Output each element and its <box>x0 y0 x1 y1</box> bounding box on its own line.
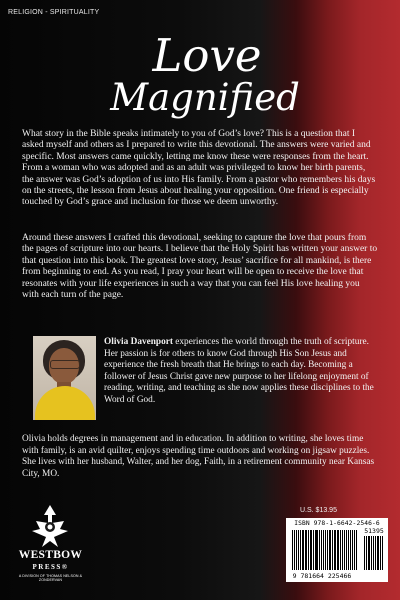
barcode-bar <box>292 530 293 570</box>
barcode-bar <box>377 536 379 570</box>
publisher-press: PRESS® <box>32 563 69 571</box>
barcode-bar <box>346 530 347 570</box>
barcode-bar <box>313 530 314 570</box>
title-line-2: Magnified <box>110 76 300 119</box>
barcode-bar <box>316 530 318 570</box>
barcode-bar <box>310 530 312 570</box>
price-code: 51395 <box>364 527 384 535</box>
author-bio-2: Olivia holds degrees in management and in education. In addition to writing, she loves time with family, is an avid quilter, enjoys spending time outdoors and working on jigsaw puzzles. She lives with her husband, Walter, and her dog, Faith, in a retirement community near Kansas City, MO. <box>22 434 375 479</box>
category-label: RELIGION - SPIRITUALITY <box>8 9 100 16</box>
barcode-bar <box>298 530 299 570</box>
barcode-bar <box>315 530 316 570</box>
ean-bars <box>292 530 358 570</box>
barcode-bar <box>329 530 331 570</box>
barcode-bar <box>337 530 339 570</box>
barcode-bar <box>366 536 367 570</box>
barcode-bar <box>373 536 374 570</box>
barcode-bar <box>356 530 357 570</box>
barcode-bar <box>352 530 353 570</box>
barcode-bar <box>375 536 376 570</box>
barcode-bar <box>300 530 301 570</box>
isbn-label: ISBN 978-1-6642-2546-6 <box>294 520 380 527</box>
price-code-bars <box>364 536 384 570</box>
barcode-bar <box>327 530 328 570</box>
author-name: Olivia Davenport <box>104 337 173 347</box>
description-paragraph-1: What story in the Bible speaks intimately to you of God’s love? This is a question that I asked myself and others as I prepared to write this devotional. The answers were varied and specific. Most answers came quickly, letting me know these were responses from the heart. From a woman who was adopted and as an adult was privileged to know her birth parents, the answer was God’s adoption of us into His family. From a pastor who remembers his days on the streets, the lesson from Jesus about healing your opposition. One friend is especially touched by God’s grace and inclusion for those we deem unworthy. <box>22 129 376 208</box>
publisher-name: WESTBOW <box>18 549 83 561</box>
barcode-bar <box>344 530 346 570</box>
publisher-logo <box>8 503 93 595</box>
publisher-division: A DIVISION OF THOMAS NELSON & ZONDERVAN <box>18 574 83 582</box>
barcode-bar <box>348 530 349 570</box>
barcode-bar <box>294 530 295 570</box>
isbn-number: 9 781664 225466 <box>292 572 352 580</box>
barcode-bar <box>321 530 322 570</box>
barcode-bar <box>368 536 370 570</box>
barcode-bar <box>305 530 306 570</box>
barcode-bar <box>342 530 343 570</box>
barcode-bar <box>350 530 352 570</box>
author-bio-text: experiences the world through the truth of scripture. Her passion is for others to know God through His Son Jesus and experience the fresh breath that He brings to each day. Becoming a follower of Jesus Christ gave new purpose to her lifelong enjoyment of reading, writing, and teaching as she now applies these disciplines to the Word of God. <box>104 337 374 405</box>
barcode-bar <box>334 530 335 570</box>
barcode-bar <box>323 530 324 570</box>
barcode-bar <box>308 530 309 570</box>
barcode-bar <box>364 536 365 570</box>
description-paragraph-2: Around these answers I crafted this devotional, seeking to capture the love that pours from the pages of scripture into our hearts. I believe that the Holy Spirit has written your answer to that question into this book. The greatest love story, Jesus’ sacrifice for all mankind, is there from beginning to end. As you read, I pray your heart will be open to receive the love that resonates with your life experiences in such a way that you can feel His love healing you with each turn of the page. <box>22 233 378 301</box>
barcode-bar <box>380 536 381 570</box>
barcode-bar <box>354 530 355 570</box>
barcode-bar <box>340 530 341 570</box>
barcode-bar <box>296 530 298 570</box>
price-label: U.S. $13.95 <box>300 507 337 514</box>
barcode-bar <box>302 530 304 570</box>
author-photo <box>33 336 96 420</box>
barcode <box>286 518 388 582</box>
title-line-1: Love <box>152 29 262 82</box>
barcode-bar <box>335 530 336 570</box>
barcode-bar <box>382 536 383 570</box>
barcode-bar <box>306 530 307 570</box>
barcode-bar <box>325 530 327 570</box>
barcode-bar <box>319 530 320 570</box>
publisher-emblem-icon <box>24 503 76 549</box>
barcode-bar <box>371 536 372 570</box>
author-bio <box>104 337 380 407</box>
barcode-bar <box>332 530 333 570</box>
